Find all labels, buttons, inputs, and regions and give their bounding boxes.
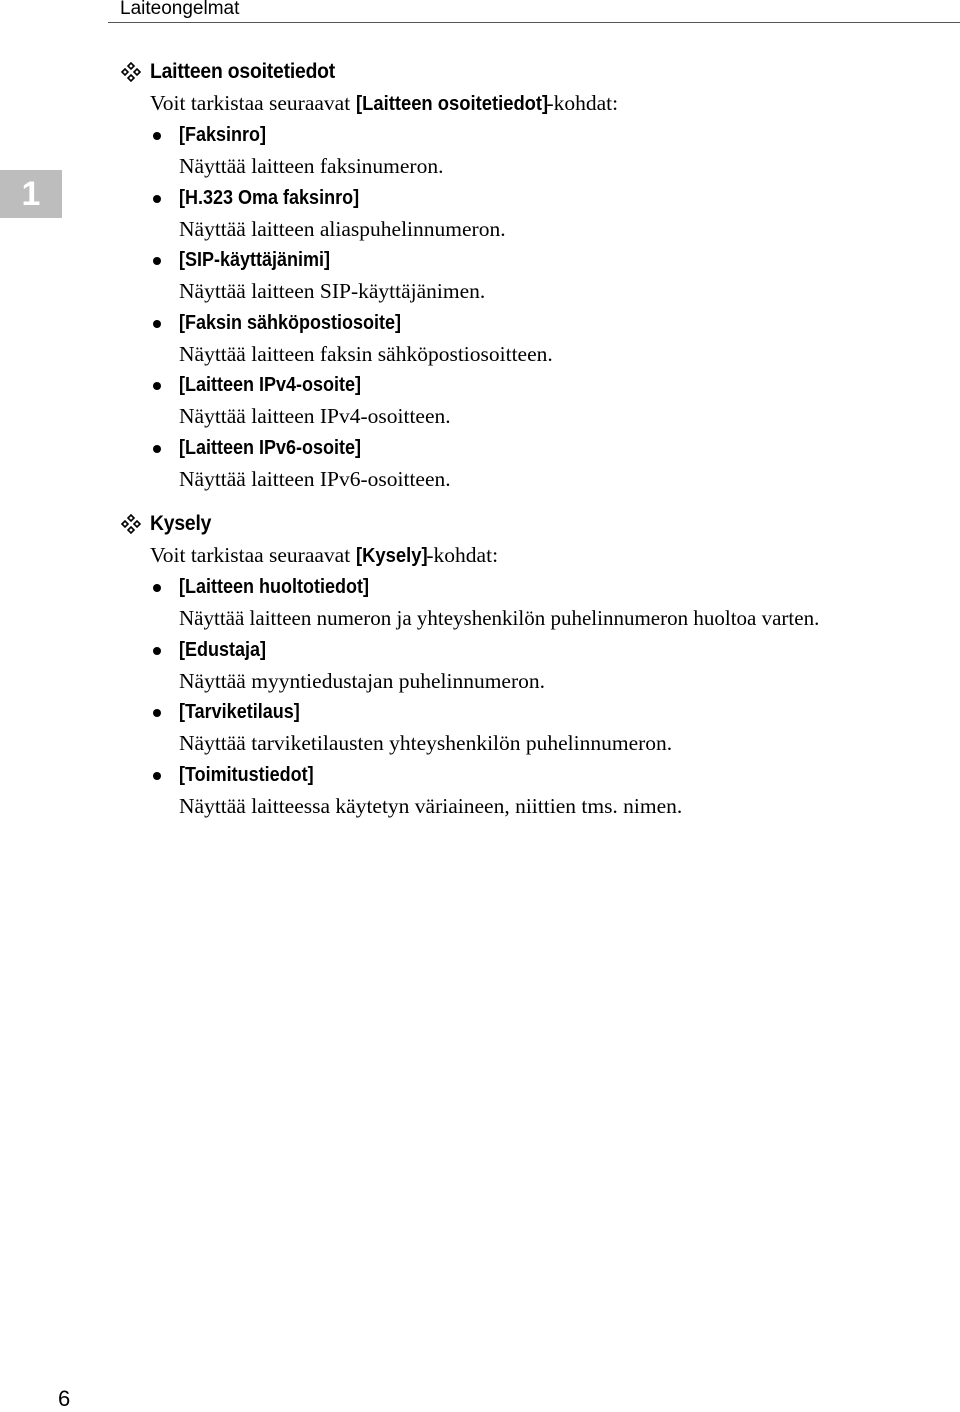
intro-suffix: -kohdat: [426,543,499,567]
item-description: Näyttää myyntiedustajan puhelinnumeron. [179,668,546,693]
bullet-dot-icon [153,584,161,592]
intro-prefix: Voit tarkistaa seuraavat [150,543,356,567]
item-description: Näyttää laitteen numeron ja yhteyshenkilön puhelinnumeron huoltoa varten. [179,606,820,630]
section-kysely [121,510,960,822]
item-label: [Toimitustiedot] [179,763,314,786]
bullet-dot-icon [153,647,161,655]
item-description: Näyttää laitteen IPv4-osoitteen. [179,404,451,428]
item-description: Näyttää laitteen aliaspuhelinnumeron. [179,216,506,241]
item-description: Näyttää laitteen faksinumeron. [179,154,444,178]
list-item [121,245,960,308]
item-label: [Laitteen huoltotiedot] [179,576,369,598]
section-laitteen-osoitetiedot [121,58,960,495]
section-title: Laitteen osoitetiedot [150,60,336,83]
section-heading [121,58,960,86]
intro-suffix: -kohdat: [546,91,619,115]
list-item [121,697,960,760]
item-label: [Faksinro] [179,124,267,146]
bullet-dot-icon [153,709,161,717]
item-label: [SIP-käyttäjänimi] [179,249,331,271]
header-divider [108,22,960,23]
item-label: [Edustaja] [179,638,267,661]
section-heading [121,510,960,538]
list-item [121,433,960,496]
item-description: Näyttää tarviketilausten yhteyshenkilön puhelinnumeron. [179,731,673,755]
bullet-dot-icon [153,772,161,780]
section-title: Kysely [150,512,212,535]
chapter-tab: 1 [0,170,62,218]
bullet-dot-icon [153,320,161,328]
item-label: [Faksin sähköpostiosoite] [179,311,402,334]
item-description: Näyttää laitteessa käytetyn väriaineen, niittien tms. nimen. [179,793,683,818]
list-item [121,760,960,823]
list-item [121,370,960,433]
bullet-dot-icon [153,195,161,203]
item-description: Näyttää laitteen IPv6-osoitteen. [179,466,451,491]
list-item [121,635,960,698]
item-label: [H.323 Oma faksinro] [179,186,360,209]
item-list [121,120,960,495]
section-intro [121,538,960,572]
intro-emphasis: [Laitteen osoitetiedot] [355,93,548,115]
bullet-dot-icon [153,132,161,140]
list-item [121,572,960,635]
bullet-dot-icon [153,382,161,390]
running-header-title: Laiteongelmat [120,0,240,19]
intro-emphasis: [Kysely] [355,545,428,567]
section-intro [121,86,960,120]
item-label: [Laitteen IPv4-osoite] [179,374,362,396]
intro-prefix: Voit tarkistaa seuraavat [150,91,356,115]
item-label: [Laitteen IPv6-osoite] [179,436,362,459]
item-list [121,572,960,822]
item-description: Näyttää laitteen faksin sähköpostiosoitteen. [179,341,553,366]
list-item [121,308,960,371]
bullet-dot-icon [153,257,161,265]
bullet-dot-icon [153,445,161,453]
list-item [121,183,960,246]
diamond-bullet-icon [121,62,141,82]
page-number: 6 [58,1386,71,1411]
list-item [121,120,960,183]
item-label: [Tarviketilaus] [179,701,300,723]
item-description: Näyttää laitteen SIP-käyttäjänimen. [179,279,486,303]
diamond-bullet-icon [121,514,141,534]
